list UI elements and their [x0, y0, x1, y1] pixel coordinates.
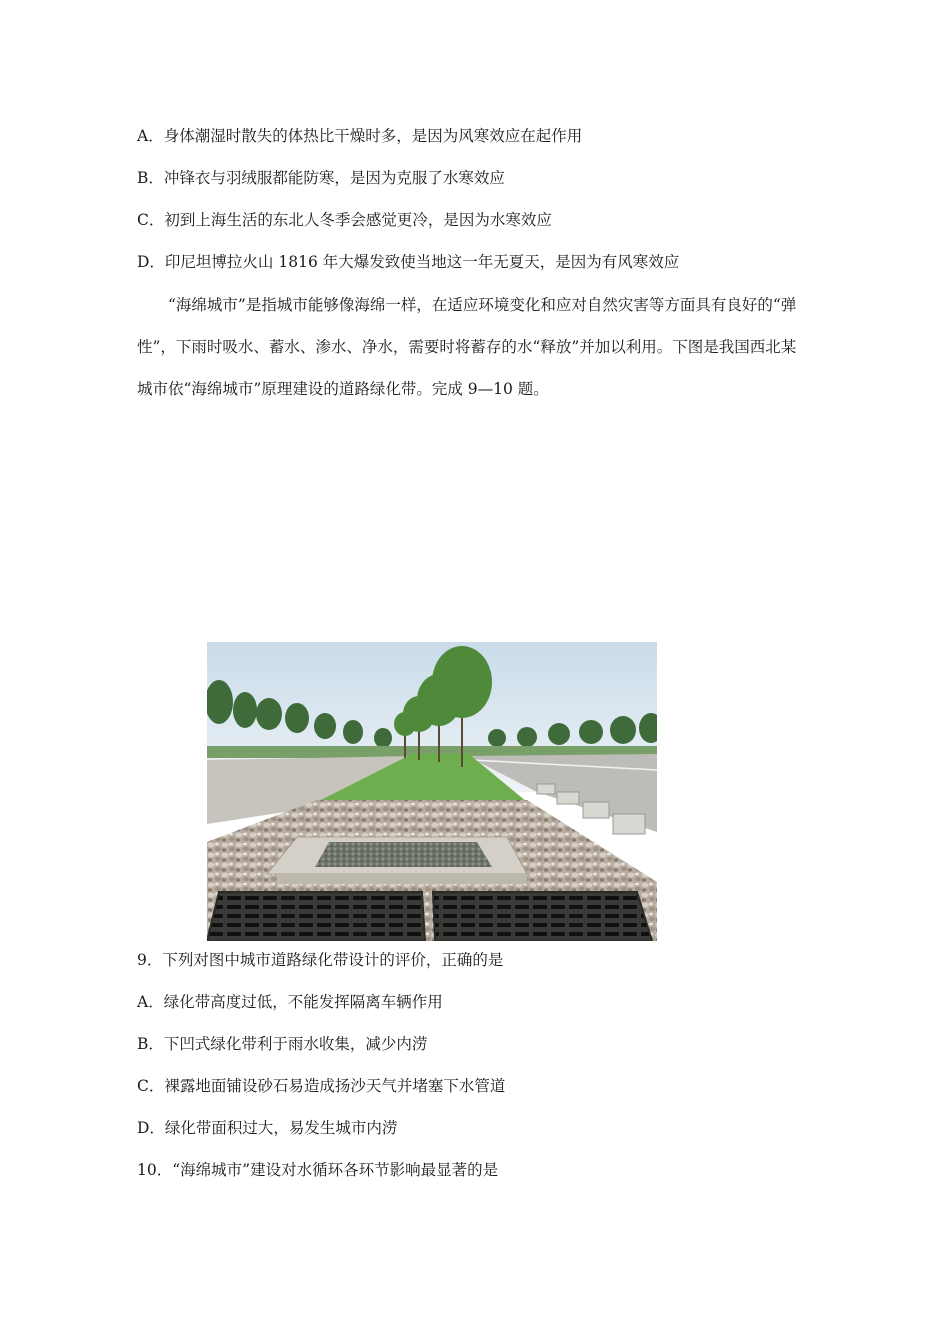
- q9-option-b: B．下凹式绿化带利于雨水收集，减少内涝: [137, 1035, 428, 1053]
- option-d-prev: D．印尼坦博拉火山 1816 年大爆发致使当地这一年无夏天，是因为有风寒效应: [137, 253, 680, 271]
- option-c-prev: C．初到上海生活的东北人冬季会感觉更冷，是因为水寒效应: [137, 211, 552, 229]
- q10-stem: 10．“海绵城市”建设对水循环各环节影响最显著的是: [137, 1161, 499, 1179]
- q9-option-a: A．绿化带高度过低，不能发挥隔离车辆作用: [137, 993, 443, 1011]
- q9-option-d: D．绿化带面积过大，易发生城市内涝: [137, 1119, 398, 1137]
- q9-stem: 9．下列对图中城市道路绿化带设计的评价，正确的是: [137, 951, 504, 969]
- q9-option-c: C．裸露地面铺设砂石易造成扬沙天气并堵塞下水管道: [137, 1077, 506, 1095]
- option-b-prev: B．冲锋衣与羽绒服都能防寒，是因为克服了水寒效应: [137, 169, 505, 187]
- road-greenbelt-photo: [207, 642, 657, 941]
- material-paragraph: “海绵城市”是指城市能够像海绵一样，在适应环境变化和应对自然灾害等方面具有良好的“弹性”，下雨时吸水、蓄水、渗水、净水，需要时将蓄存的水“释放”并加以利用。下图是我国西北某城市依“海绵城市”原理建设的道路绿化带。完成 9—10 题。: [137, 296, 797, 398]
- photo-illustration: [207, 642, 657, 941]
- option-a-prev: A．身体潮湿时散失的体热比干燥时多，是因为风寒效应在起作用: [137, 127, 583, 145]
